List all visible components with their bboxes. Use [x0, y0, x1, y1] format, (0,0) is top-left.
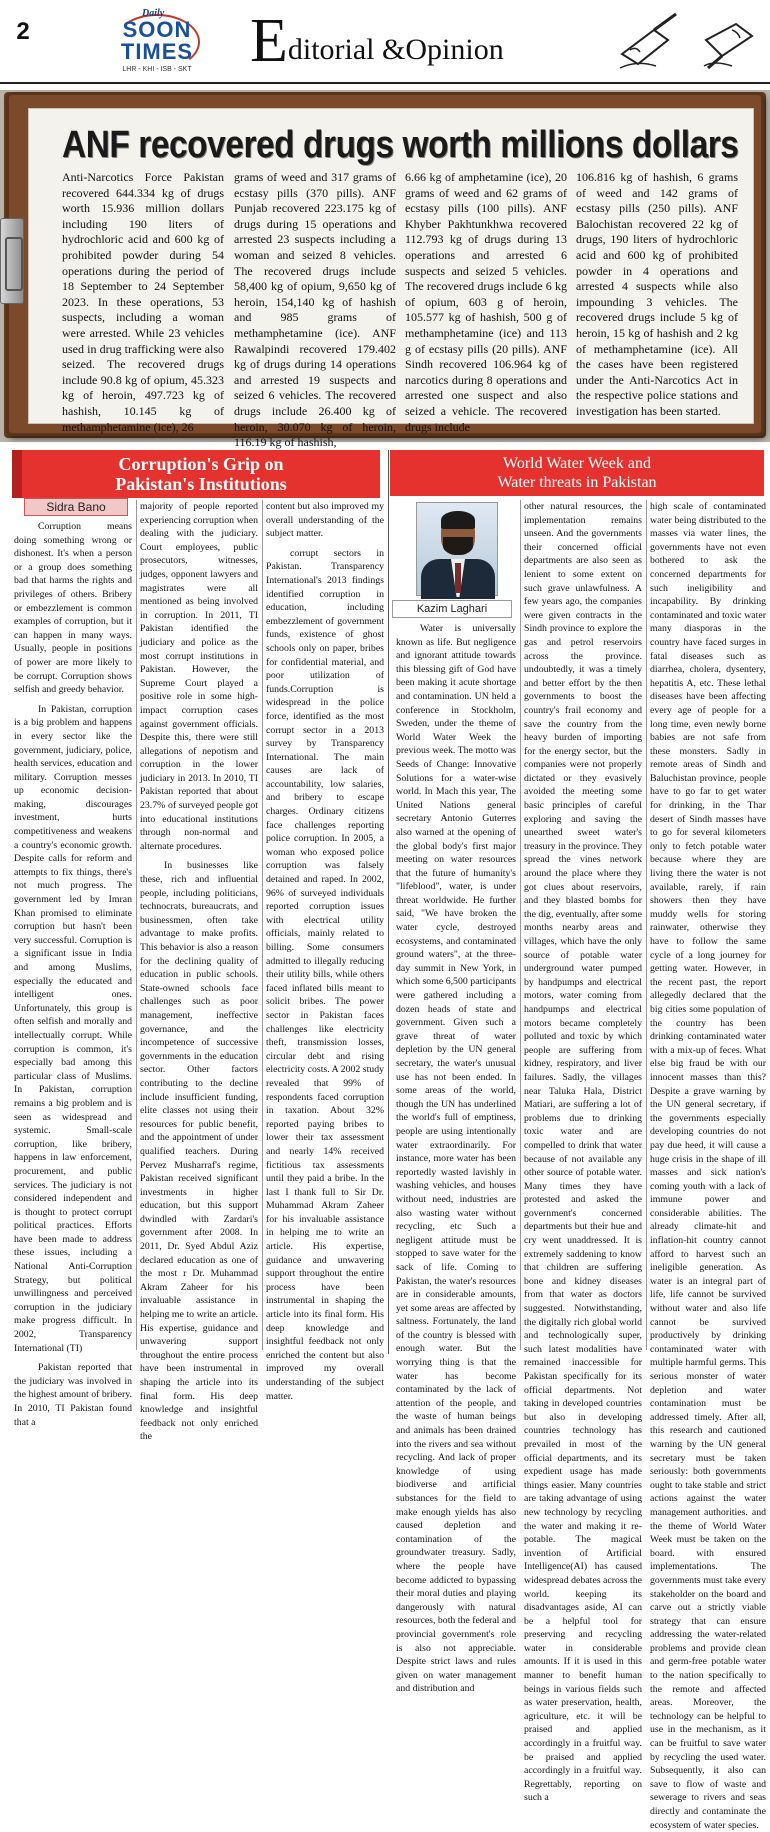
- main-story-column-4: 106.816 kg of hashish, 6 grams of weed and 142 grams of ecstasy pills (250 pills). ANF Balochistan recovered 22 kg of drugs, 190 liters of hydrochloric acid and 600 kg of prohibited powder in 4 operations and arrested 4 suspects while also impounding 3 vehicles. The recovered drugs include 5 kg of heroin, 15 kg of hashish and 2 kg of methamphetamine (ice). All the cases have been registered under the Anti-Narcotics Act in the respective police stations and investigation has been started.: [576, 170, 738, 418]
- right-article-title-line2: Water threats in Pakistan: [497, 474, 657, 491]
- newspaper-logo: [112, 8, 202, 78]
- paragraph: Pakistan reported that the judiciary was involved in the highest amount of bribery. In 2010, TI Pakistan found that a: [14, 1362, 132, 1428]
- masthead-rule: [0, 82, 770, 84]
- paragraph: corrupt sectors in Pakistan. Transparency International's 2013 findings identified corruption in education, including embezzlement of government funds, existence of ghost schools only on paper, bribes for confidential material, and poor utilization of funds.Corruption is widespread in the police force, identified as the most corrupt sector in a 2013 survey by Transparency International. The main causes are lack of accountability, low salaries, and bribery to escape charges. Ordinary citizens face challenges reporting police corruption. In 2005, a woman who exposed police corruption was falsely detained and raped. In 2002, 96% of surveyed individuals reported corruption issues with electrical utility officials, mainly related to billing. Some consumers admitted to illegally reducing their utility bills, while others faced inflated bills meant to solicit bribes. The power sector in Pakistan faces challenges like electricity theft, transmission losses, circular debt and rising electricity costs. A 2002 study revealed that 99% of respondents faced corruption in taxation. About 32% reported paying bribes to lower their tax assessment and nearly 14% received fictitious tax assessments until they paid a bribe. In the last I thank full to Sir Dr. Muhammad Akram Zaheer for his invaluable assistance in helping me to write an article. His expertise, guidance and unwavering support throughout the entire process have been instrumental in shaping the article into its final form. His deep knowledge and insightful feedback not only enriched the content but also improved my overall understanding of the subject matter.: [266, 547, 384, 1402]
- writing-hand-icon: [616, 10, 682, 72]
- paragraph: Water is universally known as life. But negligence and ignorant attitude towards this blessing gift of God have been making it acute shortage and contamination. UN held a conference in Stockholm, Sweden, under the theme of World Water Week the previous week. The motto was Seeds of Change: Innovative Solutions for a water-wise world. In Mach this year, The United Nations general secretary Antonio Guterres also warned at the opening of the global body's first major meeting on water resources that the future of humanity's "lifeblood", water, is under threat worldwide. He further said, "We have broken the water cycle, destroyed ecosystems, and contaminated ground waters", at the three-day summit in New York, in which some 6,500 participants were gathered including a dozen heads of state and government. Given such a grave threat of water depletion by the UN general secretary, the water's unusual use has not been ended. In some areas of the world, though the UN has underlined the world's full of emptiness, people are using intentionally water extraordinarily. For instance, more water has been reportedly wasted lavishly in washing vehicles, and houses without need, industries are also wasting water without recycling, etc Such a negligent attitude must be stopped to save water for the sack of life. Coming to Pakistan, the water's resources are in considerable amounts, yet some areas are affected by saltness. Fortunately, the land of the country is blessed with enough water. But the worrying thing is that the water has become contaminated by the lack of attention of the people, and the waste of human beings and animals has been drained into the rivers and sea without recycling. And lack of proper knowledge of using biodiverse and artificial substances for the field to make enough yields has also caused depletion and contamination of the groundwater treasury. Sadly, where the people have become addicted to bypassing their moral duties and playing dangerously with natural resources, both the federal and provincial government's role is also not appreciable. Despite strict laws and rules given on water management and distribution and: [396, 623, 516, 1695]
- left-article-column-3: [266, 500, 384, 1402]
- left-article-title: [22, 450, 380, 498]
- logo-cities: LHR - KHI - ISB - SKT: [122, 66, 192, 73]
- main-story-column-2: grams of weed and 317 grams of ecstasy pills (370 pills). ANF Punjab recovered 223.175 kg of drugs during 15 operations and arrested 23 suspects including a woman and seized 8 vehicles. The recovered drugs include 58,400 kg of opium, 9,650 kg of heroin, 154,140 kg of hashish and 985 grams of methamphetamine (ice). ANF Rawalpindi recovered 179.402 kg of drugs during 14 operations and arrested 19 suspects and seized 6 vehicles. The recovered drugs include 26.400 kg of heroin, 30.070 kg of heroin, 116.19 kg of hashish,: [234, 170, 396, 450]
- article-divider: [388, 450, 389, 1354]
- right-article-column-3: [650, 500, 766, 1831]
- paragraph: majority of people reported experiencing corruption when dealing with the judiciary. Court employees, public prosecutors, witnesses, judges, opponent lawyers and magistrates were all mentioned as being involved in corruption. In 2011, TI Pakistan identified the judiciary and police as the most corrupt institutions in Pakistan. However, the Supreme Court played a positive role in some high-impact corruption cases against government officials. Despite this, there were still allegations of nepotism and corruption in the lower judiciary in 2013. In 2010, TI Pakistan reported that about 23.7% of surveyed people got into educational institutions through non-normal and alternate procedures.: [140, 501, 258, 852]
- column-divider: [520, 500, 521, 1350]
- logo-times: TIMES: [120, 39, 194, 64]
- left-article-author: Sidra Bano: [24, 498, 128, 516]
- left-article-title-line2: Pakistan's Institutions: [115, 474, 287, 494]
- main-story-body: [52, 170, 762, 450]
- section-title: [250, 7, 504, 75]
- right-article-author: Kazim Laghari: [392, 600, 512, 618]
- binder-clip-icon: [0, 218, 24, 304]
- main-headline: ANF recovered drugs worth millions dollars: [62, 124, 739, 166]
- page-number: 2: [16, 18, 30, 45]
- photo-tie: [455, 563, 461, 593]
- left-article-column-2: [140, 500, 258, 1443]
- paragraph: other natural resources, the implementation remains unseen. And the governments their concerned official departments are also seen as lenient to some extent on such grave unlawfulness. A few years ago, the companies were given contracts in the Sindh province to explore the gas and petrol reservoirs across the province. undoubtedly, it was a timely and better effort by the then governments to boost the country's frail economy and save the country from the heavy burden of importing for the energy sector, but the companies were not properly dictated or they evasively avoided the meeting some basic principles of careful exploring and saving the unearthed sweet water's treasury in the province. They spread the vines network around the place where they got clues about reservoirs, and they blasted bombs for the dig, eventually, after some months nearby areas and villages, which have the only source of potable water underground water pumped by handpumps and electrical motors, water coming from handpumps and electrical motors became completely polluted and toxic by which people are suffering from kidney, respiratory, and liver failures. Sadly, the villages near Taluka Hala, District Matiari, are suffering a lot of problems due to drinking toxic water and are compelled to drink that water because of not available any other source of potable water. Many times they have protested and asked the government's concerned departments but their hue and cry went unaddressed. It is extremely saddening to know that children are suffering bone and kidney diseases from that water as doctors suggested. Notwithstanding, the digitally rich global world and technologically super, such latest modalities have remained inaccessible for Pakistan specifically for its official departments. Not taking in developed countries but also in developing countries technology has prevailed in most of the official departments, and its expedient usage has made things easier. Many countries are taking advantage of using new technology by recycling the water and making it re-potable. The magical invention of Artificial Intelligence(AI) has caused widespread debates across the world. keeping its disadvantages aside, AI can be a helpful tool for preserving and recycling water in considerable amounts. If it is used in this manner to benefit human beings in various fields such as water preservation, health, agriculture, etc. it will be praised and applied accordingly in a fruitful way. be praised and applied accordingly in a fruitful way. Regrettably, reporting on such a: [524, 501, 642, 1804]
- section-title-initial: E: [250, 7, 288, 75]
- photo-hair: [441, 511, 475, 529]
- author-photo: [416, 502, 498, 596]
- paragraph: Corruption means doing something wrong or dishonest. It's when a person or a group does something bad that harms the rights and privileges of others. Bribery or embezzlement is common examples of corruption, but it can happen in many ways. Usually, people in positions of power are more likely to be corrupt. Corruption shows selfish and greedy behavior.: [14, 521, 132, 696]
- column-divider: [136, 500, 137, 1350]
- photo-beard: [443, 537, 473, 555]
- logo-soon: SOON: [122, 17, 192, 42]
- paragraph: high scale of contaminated water being distributed to the masses via water lines, the governments have not even bothered to ask the concerned departments for such ineligibility and incapability. By drinking contaminated and toxic water many diasporas in the country have faced surges in fatal diseases such as diarrhea, cholera, dysentery, hepatitis A, etc. These lethal diseases have been affecting every age of people for a long time, even newly borne babies are not safe from these monsters. Sadly in remote areas of Sindh and Baluchistan province, people have to go far to get water for drinking, in the Thar desert of Sindh masses have to go for several kilometers only to fetch potable water because where they are living there the water is not available, rarely, if rain showers then they have muddy wells for storing rainwater, otherwise they have to follow the same cycle of a long journey for getting water. However, in the recent past, the report allegedly declared that the big cities some population of the country has been drinking contaminated water with a mix-up of feces. What else big fraud be with our innocent masses than this? Despite a grave warning by the UN general secretary, if the governments especially developing countries do not pay due heed, it will cause a huge crisis in the shape of ill masses and sick nation's coming youth with a lack of immune power and considerable abilities. The already climate-hit and inflation-hit country cannot afford to harvest such an ineligible generation. As water is an integral part of life, life cannot be survived without water and also life cannot be survived productively by drinking contaminated water with multiple harmful germs. This serious monster of water depletion and water contamination must be addressed timely. After all, this research and cautioned warning by the UN general secretary must be taken seriously: both governments ought to take stable and strict actions against the water management authorities. and the theme of World Water Week must be taken on the board. with ensured implementations. The governments must take every stakeholder on the board and carve out a strictly viable strategy that can ensure addressing the water-related problems and provide clean and germ-free potable water to the nation specifically to the remote and affected areas. Moreover, the technology can be helpful to use in the mechanism, as it can be fruitful to save water by recycling the used water. Subsequently, it also can save to flow of waste and sewerage to rivers and seas directly and contaminate the ecosystem of water species.: [650, 501, 766, 1831]
- right-article-column-1: [396, 622, 516, 1695]
- main-story-column-1: Anti-Narcotics Force Pakistan recovered 644.334 kg of drugs worth 15.936 million dollars including 190 liters of hydrochloric acid and 600 kg of prohibited powder during 54 operations during the period of 18 September to 24 September 2023. In these operations, 53 suspects, including a woman were arrested. While 23 vehicles used in drug trafficking were also seized. The recovered drugs include 90.8 kg of opium, 45.323 kg of heroin, 497.723 kg of hashish, 10.145 kg of methamphetamine (ice), 26: [62, 170, 224, 434]
- right-article-title: [390, 450, 764, 496]
- paragraph: In Pakistan, corruption is a big problem and happens in every sector like the government, judiciary, police, health services, education and military. Corruption messes up economic decision-making, discourages investment, hurts competitiveness and weakens a country's economic growth. Despite calls for reform and attempts to fix things, there's not much progress. The government led by Imran Khan promised to eliminate corruption but hasn't been very successful. Corruption is a significant issue in India and among Muslims, especially the educated and intelligent ones. Unfortunately, this group is often selfish and morally and intellectually corrupt. While corruption is common, it's especially bad among this particular class of Muslims. In Pakistan, corruption remains a big problem and is seen as widespread and systemic. Small-scale corruption, like bribery, happens in law enforcement, procurement, and public services. The judiciary is not considered independent and is thought to protect corrupt political practices. Efforts have been made to address these issues, including a National Anti-Corruption Strategy, but political unwillingness and perceived corruption in the judiciary make progress difficult. In 2002, Transparency International (TI): [14, 703, 132, 1354]
- paragraph: In businesses like these, rich and influential people, including politicians, technocrats, bureaucrats, and businessmen, often take advantage to make profits. This behavior is also a reason for the declining quality of education in public schools. State-owned schools face challenges such as poor management, ineffective governance, and the incompetence of successive governments in the education sector. Other factors contributing to the decline include insufficient funding, elite classes not using their resources for public benefit, and the appointment of under qualified teachers. During Pervez Musharraf's regime, Pakistan received significant investments in higher education, but this support dwindled with Zardari's government after 2008. In 2011, Dr. Syed Abdul Aziz declared education as one of the most r Dr. Muhammad Akram Zaheer for his invaluable assistance in helping me to write an article. His expertise, guidance and unwavering support throughout the entire process have been instrumental in shaping the article into its final form. His deep knowledge and insightful feedback not only enriched the: [140, 860, 258, 1443]
- left-article-title-line1: Corruption's Grip on: [118, 454, 284, 474]
- logo-daily: Daily: [142, 8, 165, 19]
- paragraph: content but also improved my overall understanding of the subject matter.: [266, 501, 384, 540]
- writing-hand-icon: [696, 10, 762, 72]
- section-title-rest: ditorial &Opinion: [287, 33, 504, 66]
- left-article-column-1: [14, 520, 132, 1428]
- column-divider: [646, 500, 647, 1350]
- right-article-column-2: [524, 500, 642, 1804]
- column-divider: [262, 500, 263, 1350]
- main-story-column-3: 6.66 kg of amphetamine (ice), 20 grams of weed and 62 grams of ecstasy pills (100 pills). ANF Khyber Pakhtunkhwa recovered 112.793 kg of drugs during 13 operations and arrested 6 suspects and seized 5 vehicles. The recovered drugs include 6 kg of opium, 603 g of heroin, 105.577 kg of hashish, 500 g of methamphetamine (ice) and 113 g of ecstasy pills (20 pills). ANF Sindh recovered 106.964 kg of narcotics during 8 operations and arrested one suspect and also seized a vehicle. The recovered drugs include: [405, 170, 567, 434]
- right-article-title-line1: World Water Week and: [503, 455, 651, 472]
- masthead: [0, 0, 770, 84]
